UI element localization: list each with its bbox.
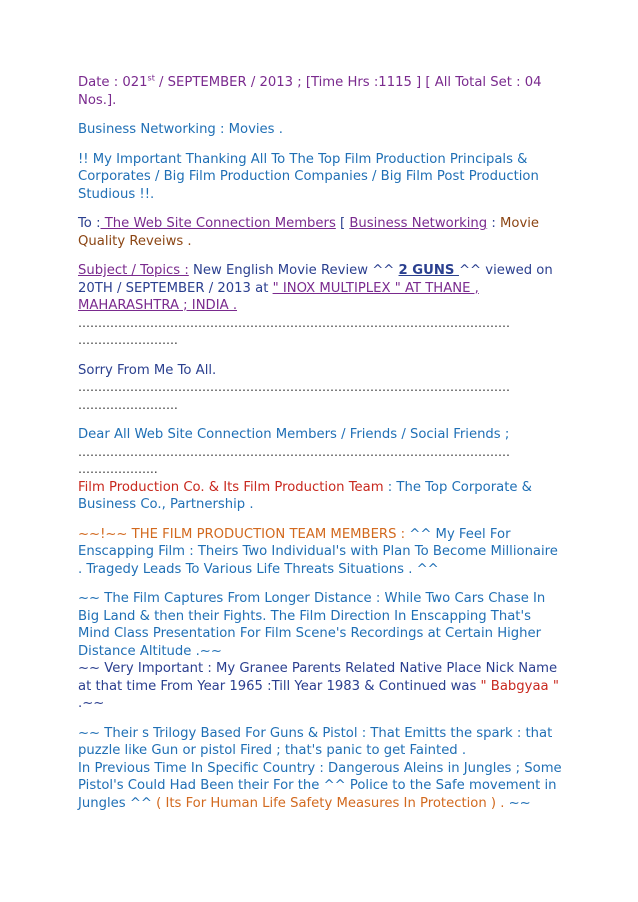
sorry-line: Sorry From Me To All.: [78, 362, 217, 378]
to-colon: :: [487, 216, 500, 231]
trilogy-paragraph: ~~ Their s Trilogy Based For Guns & Pistol : That Emitts the spark : that puzzle like Gun or pistol Fired ; that's panic to get Fainted .: [78, 725, 553, 758]
dotted-separator-short: ………………..: [78, 462, 158, 476]
date-text: Date : 021: [78, 75, 148, 90]
to-members: The Web Site Connection Members: [100, 216, 336, 231]
dotted-separator: ………………………………………………………………………………………………: [78, 444, 510, 459]
subject-movie: 2 GUNS: [398, 263, 459, 278]
captures-paragraph: ~~ The Film Captures From Longer Distance : While Two Cars Chase In Big Land & then their Fights. The Film Direction In Enscapping That's Mind Class Presentation For Film Scene's Recordings at Certain Higher Distance Altitude .~~: [78, 591, 546, 659]
team-members-paragraph: [78, 526, 562, 579]
subject-venue: " INOX MULTIPLEX " AT THANE , MAHARASHTRA ; INDIA .: [78, 280, 479, 313]
team-members-heading: ~~!~~ THE FILM PRODUCTION TEAM MEMBERS :: [78, 526, 406, 542]
dotted-separator-short: …………………….: [78, 333, 178, 347]
to-line: [78, 215, 562, 250]
safety-note: ( Its For Human Life Safety Measures In Protection ) .: [156, 795, 505, 811]
important-paragraph: [78, 660, 562, 713]
important-end: .~~: [78, 696, 105, 711]
subject-label: Subject / Topics :: [78, 263, 189, 278]
date-rest: / SEPTEMBER / 2013 ; [Time Hrs :1115 ] [ All Total Set : 04 Nos.].: [78, 75, 542, 108]
previous-paragraph: [78, 760, 562, 813]
dotted-separator: ………………………………………………………………………………………………: [78, 380, 510, 394]
to-bracket: [: [335, 216, 350, 231]
dotted-separator: ………………………………………………………………………………………………: [78, 315, 510, 330]
previous-end: ~~: [504, 795, 531, 811]
dear-line: Dear All Web Site Connection Members / Friends / Social Friends ;: [78, 427, 510, 442]
previous-text: In Previous Time In Specific Country : Dangerous Aleins in Jungles ; Some Pistol's Could Had Been their For the ^^ Police to the Safe movement in Jungles ^^: [78, 760, 562, 811]
subject-text-2: ^^ viewed on 20TH / SEPTEMBER / 2013 at: [78, 263, 553, 296]
thanking-paragraph: !! My Important Thanking All To The Top Film Production Principals & Corporates / Big Film Production Companies / Big Film Post Production Studious !!.: [78, 151, 539, 202]
date-suffix: st: [147, 73, 155, 83]
document-page: [78, 74, 562, 824]
film-production-team: Film Production Co. & Its Film Production Team: [78, 479, 384, 495]
to-business-networking: Business Networking: [349, 216, 488, 231]
to-prefix: To :: [78, 216, 101, 231]
film-production-partners: : The Top Corporate & Business Co., Partnership .: [78, 479, 532, 512]
nick-name: " Babgyaa ": [480, 678, 559, 694]
film-production-line: [78, 479, 562, 514]
important-text: ~~ Very Important : My Granee Parents Related Native Place Nick Name at that time From Year 1965 :Till Year 1983 & Continued was: [78, 661, 558, 694]
subject-line: [78, 262, 562, 315]
subject-text: New English Movie Review ^^: [188, 263, 399, 278]
dotted-separator-short: …………………….: [78, 397, 178, 412]
team-members-text: ^^ My Feel For Enscapping Film : Theirs Two Individual's with Plan To Become Millionaire . Tragedy Leads To Various Life Threats Situations . ^^: [78, 526, 558, 577]
to-movie-reviews: Movie Quality Reveiws .: [78, 216, 540, 249]
business-networking-line: Business Networking : Movies .: [78, 122, 283, 137]
date-line: [78, 74, 562, 109]
